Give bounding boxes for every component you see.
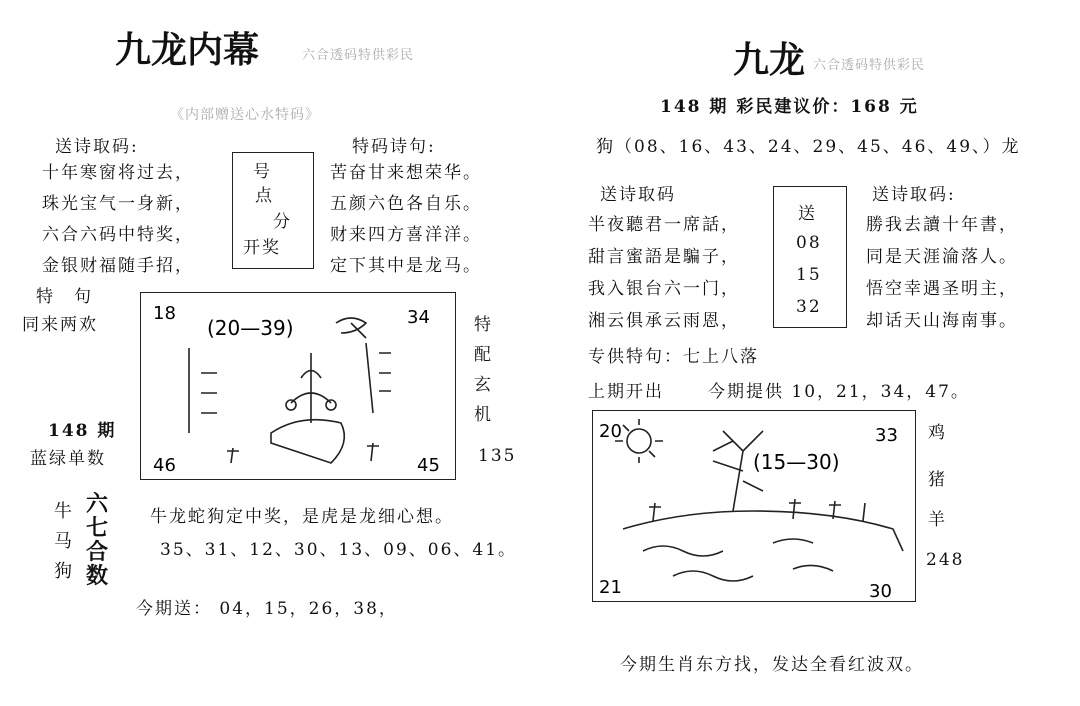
six-seven-char: 合: [86, 539, 109, 565]
right-zodiac-2: 猪: [928, 470, 947, 490]
poem-line: 十年寒窗将过去，: [42, 163, 194, 183]
poem-line: 金银财福随手招，: [42, 256, 194, 276]
right-vertical-3: 玄: [474, 375, 493, 395]
left-line1: 牛龙蛇狗定中奖，是虎是龙细心想。: [150, 507, 454, 527]
today-nums: 04，15，26，38，: [219, 599, 398, 619]
right-zodiac-1: 鸡: [928, 423, 947, 443]
poem-line: 苦奋甘来想荣华。: [330, 163, 482, 183]
right-vertical-4: 机: [474, 405, 493, 425]
right-footer: 今期生肖东方找，发达全看红波双。: [620, 655, 924, 675]
this-provide: 今期提供 10，21，34，47。: [708, 382, 970, 402]
poem-line: 五颜六色各自乐。: [330, 194, 482, 214]
left-right-number: 135: [478, 446, 517, 466]
drawing-range: (15—30): [753, 450, 840, 474]
drawing-num-tl: 20: [599, 421, 622, 442]
left-poem1-header: 送诗取码:: [55, 137, 139, 157]
left-poem1: [42, 158, 194, 282]
drawing-num-bl: 46: [153, 455, 176, 476]
right-poem1-header: 送诗取码: [600, 185, 676, 205]
poem-line: 定下其中是龙马。: [330, 256, 482, 276]
drawing-num-tr: 34: [407, 307, 430, 328]
drawing-num-bl: 21: [599, 577, 622, 598]
left-subtitle: 《内部赠送心水特码》: [170, 107, 320, 123]
right-vertical-2: 配: [474, 345, 493, 365]
poem-line: 财来四方喜洋洋。: [330, 225, 482, 245]
right-drawing: [593, 411, 915, 601]
drawing-num-tr: 33: [875, 425, 898, 446]
poem-line: 珠光宝气一身新，: [42, 194, 194, 214]
left-drawing: [141, 293, 455, 479]
box-line: 32: [796, 297, 822, 317]
right-drawing-box: [592, 410, 916, 602]
right-poem1: [588, 212, 740, 340]
six-seven-char: 七: [86, 515, 109, 541]
poem-line: 甜言蜜語是騙子，: [588, 247, 740, 267]
box-line: 送: [798, 204, 817, 224]
zodiac-item: 牛: [54, 501, 72, 522]
left-poem2: [330, 158, 482, 282]
price-line: 148 期 彩民建议价：168 元: [660, 97, 919, 117]
dog-line: 狗（08、16、43、24、29、45、46、49、）龙: [596, 137, 1021, 157]
right-zodiac-3: 羊: [928, 510, 947, 530]
zodiac-item: 狗: [54, 561, 72, 582]
left-zodiac: [54, 497, 72, 587]
poem-line: 半夜聽君一席話，: [588, 215, 740, 235]
poem-line: 却话天山海南事。: [866, 311, 1018, 331]
poem-line: 我入银台六一门，: [588, 279, 740, 299]
left-center-box: [232, 152, 314, 269]
right-vertical-1: 特: [474, 315, 493, 335]
box-line: 08: [796, 233, 822, 253]
drawing-num-br: 30: [869, 581, 892, 601]
poem-line: 悟空幸遇圣明主，: [866, 279, 1018, 299]
te-ju-value: 同来两欢: [22, 315, 98, 335]
poem-line: 勝我去讀十年書，: [866, 215, 1018, 235]
zodiac-item: 马: [54, 531, 72, 552]
drawing-range: (20—39): [207, 316, 294, 340]
left-period-note: 蓝绿单数: [30, 449, 106, 469]
right-poem2: [866, 212, 1018, 340]
right-title: 九龙: [733, 39, 806, 81]
box-line: 分: [273, 212, 292, 232]
today-label: 今期送：: [136, 599, 212, 619]
right-number: 248: [926, 550, 965, 570]
box-line: 号: [253, 162, 272, 182]
poem-line: 湘云俱承云雨恩，: [588, 311, 740, 331]
left-line2: 35、31、12、30、13、09、06、41。: [160, 540, 518, 560]
left-period: 148 期: [48, 421, 117, 441]
last-open: 上期开出: [588, 382, 664, 402]
left-poem2-header: 特码诗句:: [352, 137, 436, 157]
six-seven-char: 数: [86, 563, 109, 589]
drawing-num-br: 45: [417, 455, 440, 476]
right-poem2-header: 送诗取码:: [872, 185, 956, 205]
six-seven-char: 六: [86, 491, 109, 517]
box-line: 点: [255, 186, 274, 206]
right-title-small: 六合透码特供彩民: [813, 58, 926, 73]
special-line: 专供特句：七上八落: [588, 347, 759, 367]
left-title: 九龙内幕: [115, 29, 260, 71]
left-today: [136, 594, 398, 619]
sketch-landscape: [615, 419, 903, 581]
poem-line: 六合六码中特奖，: [42, 225, 194, 245]
left-title-small: 六合透码特供彩民: [302, 48, 415, 63]
te-ju-label: 特 句: [36, 287, 93, 307]
drawing-num-tl: 18: [153, 303, 176, 324]
right-center-box: [773, 186, 847, 328]
left-drawing-box: [140, 292, 456, 480]
box-line: 开奖: [243, 238, 281, 258]
six-seven-label: [86, 492, 108, 588]
poem-line: 同是天涯淪落人。: [866, 247, 1018, 267]
box-line: 15: [796, 265, 822, 285]
